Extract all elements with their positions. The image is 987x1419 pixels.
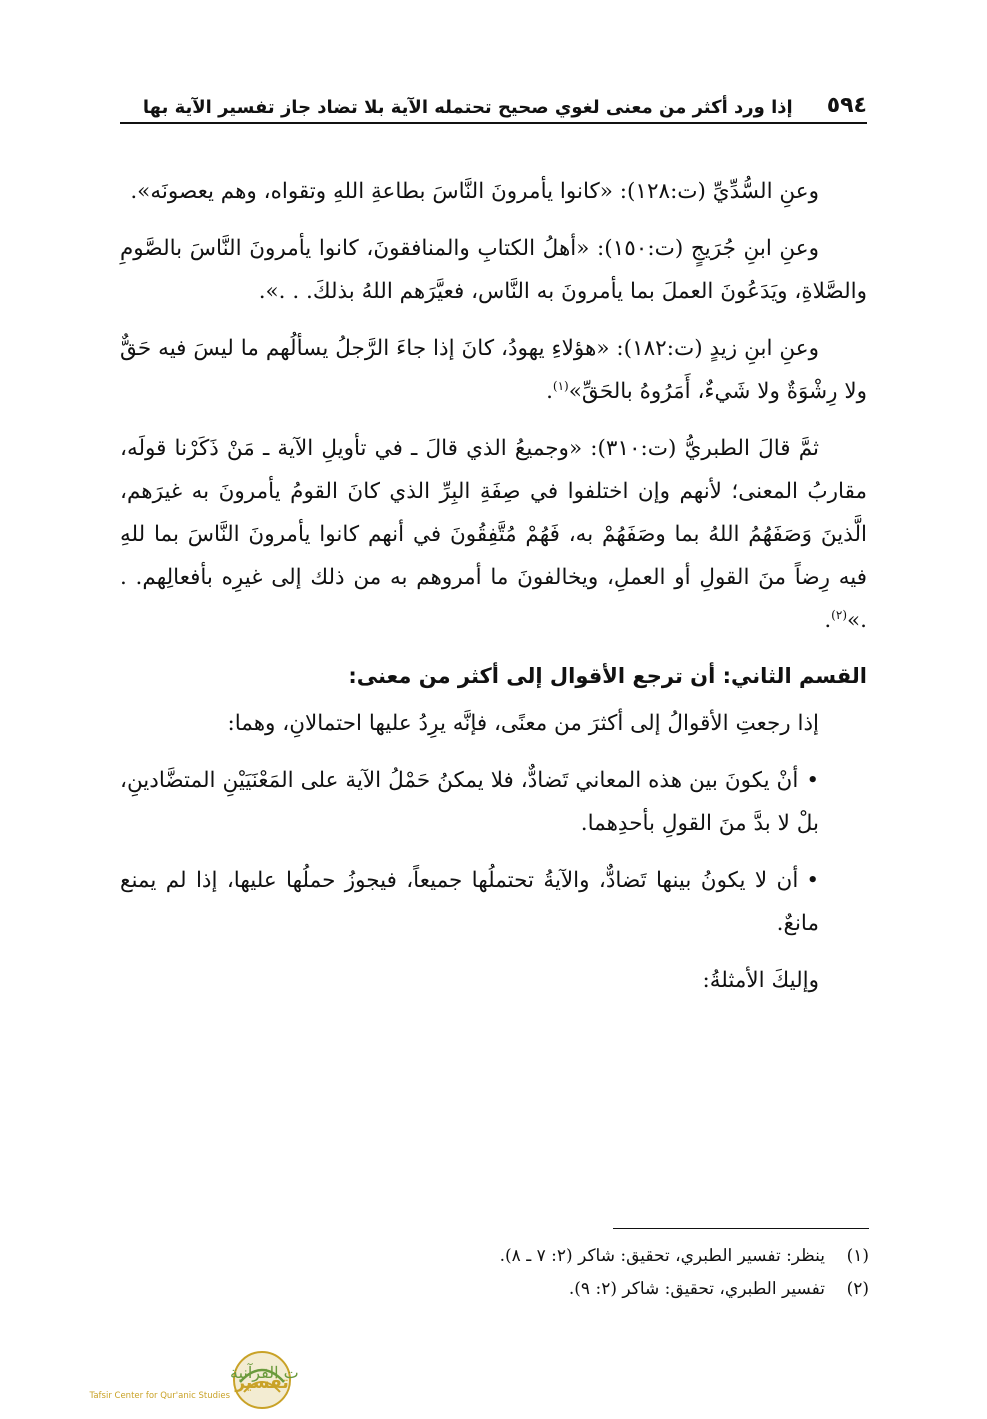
bullet-icon: • (806, 768, 819, 793)
page-header (120, 88, 867, 124)
sentence-end: . (824, 608, 832, 633)
bullet-text: أن لا يكونُ بينها تَضادٌّ، والآيةُ تحتملُها جميعاً، فيجوزُ حملُها عليها، إذا لم يمنع مانعٌ. (120, 868, 819, 936)
main-text (120, 170, 867, 1002)
paragraph-tabari (120, 427, 867, 642)
bullet-icon: • (806, 868, 819, 893)
logo-brand-word: تفسير (235, 1373, 289, 1393)
footnote-text: تفسير الطبري، تحقيق: شاكر (٢: ٩). (568, 1279, 825, 1299)
paragraph-ibn-zayd (120, 327, 867, 413)
section-intro (120, 702, 867, 745)
footnote-number: (١) (846, 1246, 869, 1266)
footnote-divider (613, 1228, 869, 1229)
paragraph-text: ثمَّ قالَ الطبريُّ (ت:٣١٠): «وجميعُ الذي قالَ ـ في تأويلِ الآية ـ مَنْ ذَكَرْنا قولَه، مقاربُ المعنى؛ لأنهم وإن اختلفوا في صِفَةِ البِرِّ الذي كانَ القومُ يأمرونَ به غيرَهم، الَّذينَ وَصَفَهُمُ اللهُ بما وصَفَهُمْ به، فَهُمْ مُتَّفِقُونَ في أنهم كانوا يأمرونَ النَّاسَ بما للهِ فيه رِضاً منَ القولِ أو العملِ، ويخالفونَ ما أمروهم به من ذلك إلى غيرِه بأفعالِهم. . .» (120, 436, 867, 633)
footnotes (122, 1240, 869, 1306)
footnote-1 (122, 1240, 869, 1273)
paragraph-ibn-jurayj (120, 227, 867, 313)
paragraph-text: وعنِ السُّدِّيِّ (ت:١٢٨): «كانوا يأمرونَ النَّاسَ بطاعةِ اللهِ وتقواه، وهم يعصونَه». (130, 179, 819, 204)
running-title: إذا ورد أكثر من معنى لغوي صحيح تحتمله الآية بلا تضاد جاز تفسير الآية بها (142, 97, 793, 118)
section-heading: القسم الثاني: أن ترجع الأقوال إلى أكثر من معنى: (348, 664, 867, 688)
paragraph-suddi (120, 170, 867, 213)
bullet-item-contradiction (120, 759, 867, 845)
logo-english-name: Tafsir Center for Qur'anic Studies (89, 1391, 230, 1401)
examples-lead-in: وإليكَ الأمثلةُ: (702, 968, 819, 993)
footnote-ref-1[interactable]: (١) (552, 378, 569, 393)
footnote-number: (٢) (846, 1279, 869, 1299)
tafsir-center-logo (8, 1348, 298, 1412)
paragraph-text: وعنِ ابنِ زيدٍ (ت:١٨٢): «هؤلاءِ يهودُ، كانَ إذا جاءَ الرَّجلُ يسألُهم ما ليسَ فيه حَقٌّ ولا رِشْوَةٌ ولا شَيءٌ، أَمَرُوهُ بالحَقِّ» (120, 336, 867, 404)
logo-graphic (8, 1348, 298, 1412)
paragraph-text: وعنِ ابنِ جُرَيجٍ (ت:١٥٠): «أهلُ الكتابِ والمنافقونَ، كانوا يأمرونَ النَّاسَ بالصَّومِ والصَّلاةِ، ويَدَعُونَ العملَ بما يأمرونَ به النَّاس، فعيَّرَهم اللهُ بذلكَ. . .». (120, 236, 867, 304)
logo-center-name: ت القرآنية (230, 1363, 298, 1382)
bullet-item-no-contradiction (120, 859, 867, 945)
footnote-2 (122, 1273, 869, 1306)
page-number: ٥٩٤ (826, 93, 867, 118)
footnote-ref-2[interactable]: (٢) (831, 607, 847, 622)
footnote-text: ينظر: تفسير الطبري، تحقيق: شاكر (٢: ٧ ـ ٨). (499, 1246, 825, 1266)
section-intro-text: إذا رجعتِ الأقوالُ إلى أكثرَ من معنًى، فإنَّه يرِدُ عليها احتمالانِ، وهما: (227, 711, 819, 736)
sentence-end: . (546, 379, 553, 404)
bullet-text: أنْ يكونَ بين هذه المعاني تَضادٌّ، فلا يمكنُ حَمْلُ الآية على المَعْنَيَيْنِ المتضَّادينِ، بلْ لا بدَّ منَ القولِ بأحدِهما. (120, 768, 819, 836)
